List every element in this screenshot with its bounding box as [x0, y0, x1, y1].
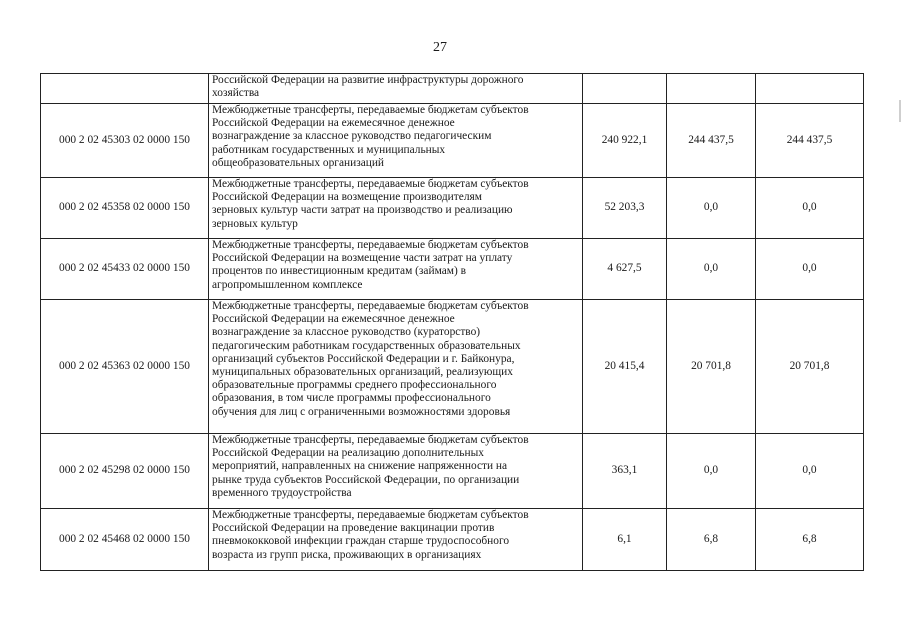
description-line: рынке труда субъектов Российской Федерации, по организации — [212, 473, 520, 486]
budget-code-cell: 000 2 02 45358 02 0000 150 — [41, 178, 209, 239]
amount-cell-v2023 — [667, 74, 756, 104]
table-row — [41, 74, 864, 104]
amount-cell-v2023: 0,0 — [667, 239, 756, 300]
description-line: Межбюджетные трансферты, передаваемые бюджетам субъектов — [212, 178, 529, 190]
description-line: процентов по инвестиционным кредитам (займам) в — [212, 265, 466, 278]
amount-cell-v2024: 244 437,5 — [756, 104, 864, 178]
amount-cell-v2023: 6,8 — [667, 509, 756, 571]
amount-cell-v2023: 0,0 — [667, 434, 756, 509]
amount-cell-v2022: 240 922,1 — [583, 104, 667, 178]
description-line: общеобразовательных организаций — [212, 156, 385, 169]
amount-cell-v2022: 52 203,3 — [583, 178, 667, 239]
table-row — [41, 434, 864, 509]
table-row — [41, 239, 864, 300]
amount-cell-v2023: 20 701,8 — [667, 300, 756, 434]
description-line: Межбюджетные трансферты, передаваемые бюджетам субъектов — [212, 104, 529, 116]
description-cell — [209, 178, 583, 239]
description-line: обучения для лиц с ограниченными возможностями здоровья — [212, 405, 511, 418]
budget-code-cell: 000 2 02 45363 02 0000 150 — [41, 300, 209, 434]
amount-cell-v2022 — [583, 74, 667, 104]
description-line: хозяйства — [212, 87, 260, 100]
description-cell — [209, 239, 583, 300]
budget-code-cell: 000 2 02 45298 02 0000 150 — [41, 434, 209, 509]
scan-edge-mark — [899, 100, 901, 122]
description-line: зерновых культур части затрат на производство и реализацию — [212, 204, 513, 217]
description-cell — [209, 74, 583, 104]
description-line: Российской Федерации на проведение вакцинации против — [212, 522, 495, 535]
table-row — [41, 300, 864, 434]
table-body — [41, 74, 864, 571]
amount-cell-v2024: 0,0 — [756, 178, 864, 239]
budget-code-cell — [41, 74, 209, 104]
amount-cell-v2022: 4 627,5 — [583, 239, 667, 300]
description-line: Российской Федерации на ежемесячное денежное — [212, 117, 455, 130]
amount-cell-v2022: 20 415,4 — [583, 300, 667, 434]
description-line: Российской Федерации на возмещение части затрат на уплату — [212, 252, 513, 265]
description-line: работникам государственных и муниципальных — [212, 143, 446, 156]
amount-cell-v2024: 6,8 — [756, 509, 864, 571]
amount-cell-v2024: 20 701,8 — [756, 300, 864, 434]
description-cell — [209, 509, 583, 571]
description-line: Межбюджетные трансферты, передаваемые бюджетам субъектов — [212, 239, 529, 251]
description-line: вознаграждение за классное руководство педагогическим — [212, 130, 492, 143]
description-cell — [209, 300, 583, 434]
budget-code-cell: 000 2 02 45433 02 0000 150 — [41, 239, 209, 300]
amount-cell-v2024 — [756, 74, 864, 104]
description-line: вознаграждение за классное руководство (кураторство) — [212, 326, 481, 339]
amount-cell-v2023: 0,0 — [667, 178, 756, 239]
description-line: зерновых культур — [212, 217, 298, 230]
description-line: Межбюджетные трансферты, передаваемые бюджетам субъектов — [212, 509, 529, 521]
amount-cell-v2024: 0,0 — [756, 239, 864, 300]
amount-cell-v2022: 6,1 — [583, 509, 667, 571]
table-row — [41, 178, 864, 239]
description-line: организаций субъектов Российской Федерации и г. Байконура, — [212, 352, 515, 365]
budget-code-cell: 000 2 02 45303 02 0000 150 — [41, 104, 209, 178]
budget-code-cell: 000 2 02 45468 02 0000 150 — [41, 509, 209, 571]
description-line: Российской Федерации на возмещение производителям — [212, 191, 482, 204]
description-line: Российской Федерации на реализацию дополнительных — [212, 447, 484, 460]
description-line: педагогическим работникам государственных образовательных — [212, 339, 521, 352]
description-cell — [209, 104, 583, 178]
description-line: муниципальных образовательных организаций, реализующих — [212, 366, 513, 379]
amount-cell-v2024: 0,0 — [756, 434, 864, 509]
description-line: пневмококковой инфекции граждан старше трудоспособного — [212, 535, 510, 548]
budget-table — [40, 73, 864, 571]
description-line: временного трудоустройства — [212, 486, 352, 499]
page-number: 27 — [433, 40, 447, 55]
table-row — [41, 104, 864, 178]
amount-cell-v2023: 244 437,5 — [667, 104, 756, 178]
description-line: Российской Федерации на развитие инфраструктуры дорожного — [212, 74, 524, 86]
description-line: образования, в том числе программы профессионального — [212, 392, 491, 405]
description-line: агропромышленном комплексе — [212, 278, 363, 291]
table-row — [41, 509, 864, 571]
description-line: образовательные программы среднего профессионального — [212, 379, 497, 392]
description-cell — [209, 434, 583, 509]
description-line: мероприятий, направленных на снижение напряженности на — [212, 460, 508, 473]
description-line: возраста из групп риска, проживающих в организациях — [212, 548, 482, 561]
description-line: Межбюджетные трансферты, передаваемые бюджетам субъектов — [212, 300, 529, 312]
description-line: Межбюджетные трансферты, передаваемые бюджетам субъектов — [212, 434, 529, 446]
amount-cell-v2022: 363,1 — [583, 434, 667, 509]
description-line: Российской Федерации на ежемесячное денежное — [212, 313, 455, 326]
